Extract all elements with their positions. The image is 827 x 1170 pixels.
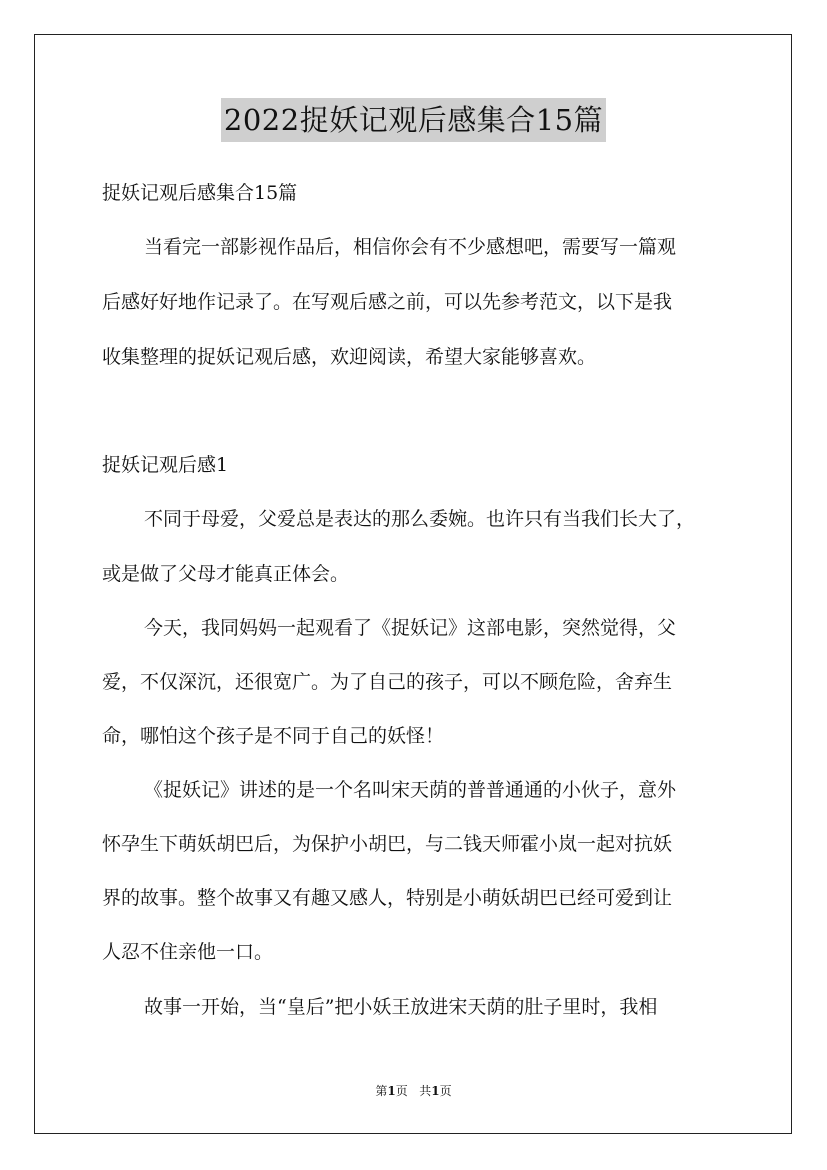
intro-line-2: 后感好好地作记录了。在写观后感之前，可以先参考范文，以下是我	[102, 291, 673, 313]
document-title: 2022捉妖记观后感集合15篇	[221, 98, 606, 142]
page-footer	[0, 1083, 827, 1099]
footer-total-prefix: 共	[419, 1084, 432, 1098]
intro-line-1: 当看完一部影视作品后，相信你会有不少感想吧，需要写一篇观	[144, 236, 677, 258]
para3-line-4: 人忍不住亲他一口。	[102, 941, 274, 963]
footer-page-number: 1	[387, 1084, 396, 1098]
para2-line-3: 命，哪怕这个孩子是不同于自己的妖怪！	[102, 725, 445, 747]
para1-line-2: 或是做了父母才能真正体会。	[102, 563, 350, 585]
para1-line-1: 不同于母爱，父爱总是表达的那么委婉。也许只有当我们长大了，	[144, 508, 696, 530]
title-container	[0, 98, 827, 142]
para4-line-1: 故事一开始，当“皇后”把小妖王放进宋天荫的肚子里时，我相	[144, 996, 658, 1018]
section-heading: 捉妖记观后感1	[102, 454, 229, 476]
footer-page-suffix: 页	[395, 1084, 408, 1098]
para3-line-1: 《捉妖记》讲述的是一个名叫宋天荫的普普通通的小伙子，意外	[144, 779, 677, 801]
document-subtitle: 捉妖记观后感集合15篇	[102, 182, 298, 204]
para2-line-2: 爱，不仅深沉，还很宽广。为了自己的孩子，可以不顾危险，舍弃生	[102, 671, 673, 693]
footer-total-number: 1	[431, 1084, 440, 1098]
para3-line-2: 怀孕生下萌妖胡巴后，为保护小胡巴，与二钱天师霍小岚一起对抗妖	[102, 833, 673, 855]
para3-line-3: 界的故事。整个故事又有趣又感人，特别是小萌妖胡巴已经可爱到让	[102, 887, 673, 909]
footer-page-prefix: 第	[375, 1084, 388, 1098]
footer-total-suffix: 页	[439, 1084, 452, 1098]
intro-line-3: 收集整理的捉妖记观后感，欢迎阅读，希望大家能够喜欢。	[102, 346, 597, 368]
para2-line-1: 今天，我同妈妈一起观看了《捉妖记》这部电影，突然觉得，父	[144, 617, 677, 639]
